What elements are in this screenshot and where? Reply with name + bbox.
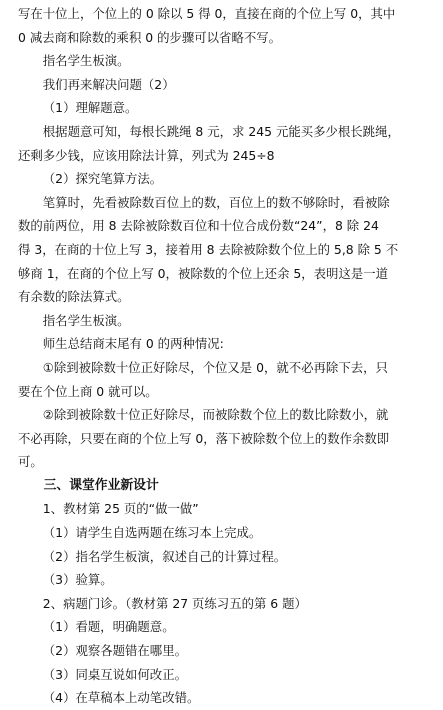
text-line: ①除到被除数十位正好除尽，个位又是 0，就不必再除下去，只	[42, 359, 388, 375]
text-line: （2）指名学生板演，叙述自己的计算过程。	[42, 548, 287, 564]
text-line: 我们再来解决问题（2）	[42, 76, 175, 92]
section-heading: 三、课堂作业新设计	[43, 477, 159, 493]
text-line: 得 3，在商的十位上写 3，接着用 8 去除被除数个位上的 5,8 除 5 不	[18, 241, 399, 257]
text-line: 2、病题门诊。（教材第 27 页练习五的第 6 题）	[42, 595, 307, 611]
text-line: （1）请学生自选两题在练习本上完成。	[42, 525, 262, 541]
text-line: 0 减去商和除数的乘积 0 的步骤可以省略不写。	[18, 29, 282, 45]
text-line: （1）看题，明确题意。	[42, 619, 175, 635]
text-line: 数的前两位，用 8 去除被除数百位和十位合成份数“24”，8 除 24	[18, 218, 379, 234]
text-line: 够商 1，在商的个位上写 0，被除数的个位上还余 5，表明这是一道	[18, 265, 389, 281]
text-line: 指名学生板演。	[42, 312, 130, 328]
text-line: 1、教材第 25 页的“做一做”	[42, 501, 199, 517]
text-line: 有余数的除法算式。	[18, 289, 130, 305]
text-line: 要在个位上商 0 就可以。	[18, 383, 158, 399]
text-line: （4）在草稿本上动笔改错。	[42, 690, 200, 706]
text-line: 根据题意可知，每根长跳绳 8 元，求 245 元能买多少根长跳绳，	[42, 123, 400, 139]
text-line: （2）观察各题错在哪里。	[42, 643, 187, 659]
text-line: 师生总结商末尾有 0 的两种情况:	[42, 336, 224, 352]
text-line: ②除到被除数十位正好除尽，而被除数个位上的数比除数小，就	[42, 407, 389, 423]
text-line: 还剩多少钱，应该用除法计算，列式为 245÷8	[18, 147, 275, 163]
text-line: （2）探究笔算方法。	[42, 171, 163, 187]
text-line: 可。	[18, 454, 43, 470]
text-line: 笔算时，先看被除数百位上的数，百位上的数不够除时，看被除	[42, 194, 390, 210]
text-line: （3）验算。	[42, 572, 113, 588]
text-line: （3）同桌互说如何改正。	[42, 666, 187, 682]
text-line: 写在十位上，个位上的 0 除以 5 得 0，直接在商的个位上写 0，其中	[18, 6, 396, 21]
text-line: 指名学生板演。	[42, 53, 130, 69]
text-line: （1）理解题意。	[42, 100, 138, 116]
text-line: 不必再除，只要在商的个位上写 0，落下被除数个位上的数作余数即	[18, 430, 390, 446]
